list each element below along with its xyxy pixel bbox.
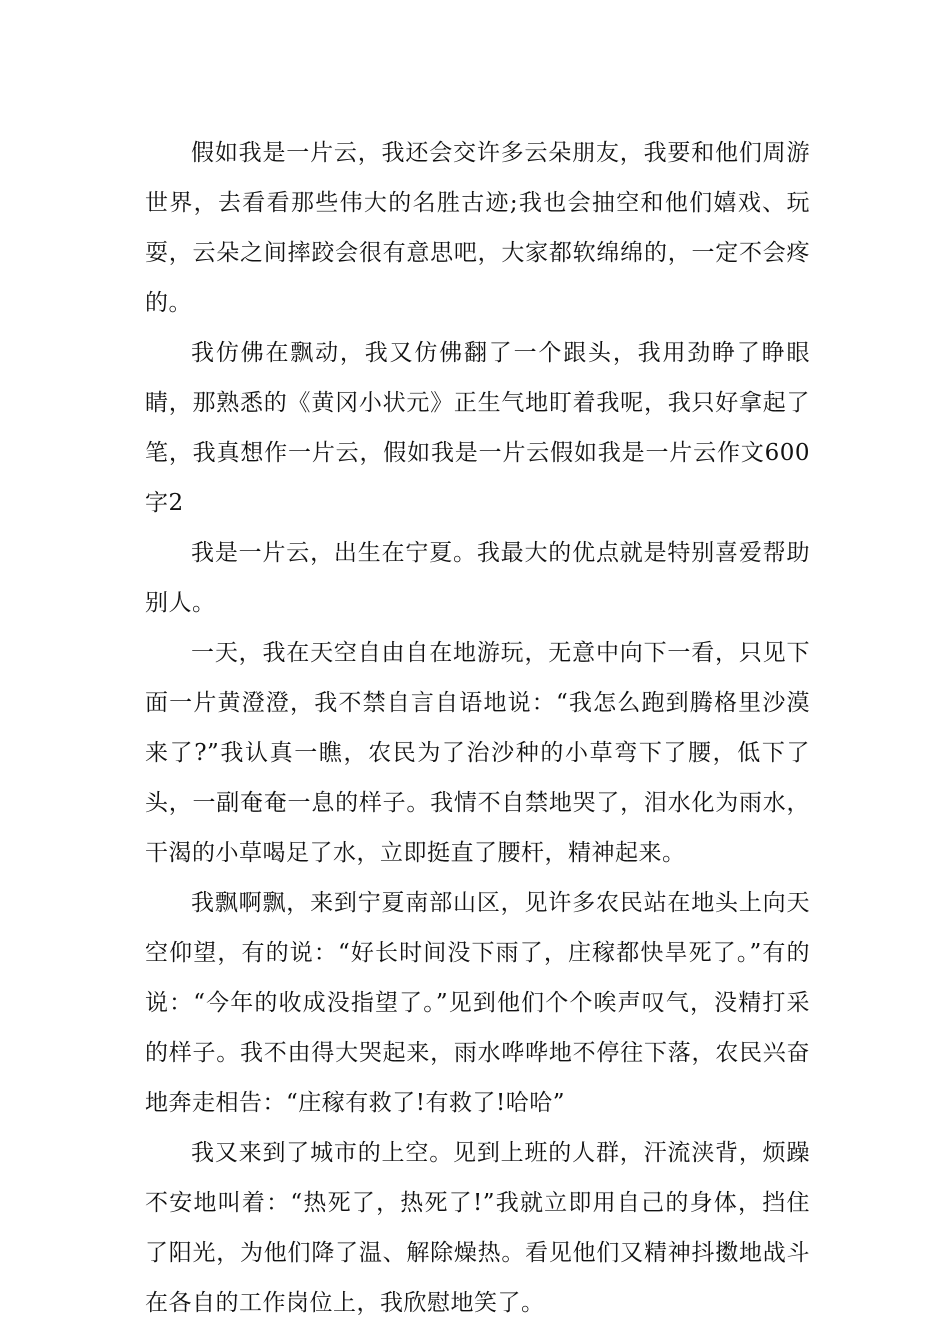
document-body	[145, 128, 810, 1328]
paragraph-4: 一天，我在天空自由自在地游玩，无意中向下一看，只见下面一片黄澄澄，我不禁自言自语地说：“我怎么跑到腾格里沙漠来了?”我认真一瞧，农民为了治沙种的小草弯下了腰，低下了头，一副奄奄一息的样子。我情不自禁地哭了，泪水化为雨水，干渴的小草喝足了水，立即挺直了腰杆，精神起来。	[145, 640, 810, 866]
paragraph-2: 我仿佛在飘动，我又仿佛翻了一个跟头，我用劲睁了睁眼睛，那熟悉的《黄冈小状元》正生气地盯着我呢，我只好拿起了笔，我真想作一片云，假如我是一片云假如我是一片云作文600字2	[145, 340, 810, 516]
paragraph-1: 假如我是一片云，我还会交许多云朵朋友，我要和他们周游世界，去看看那些伟大的名胜古迹;我也会抽空和他们嬉戏、玩耍，云朵之间摔跤会很有意思吧，大家都软绵绵的，一定不会疼的。	[145, 140, 810, 316]
paragraph-3: 我是一片云，出生在宁夏。我最大的优点就是特别喜爱帮助别人。	[145, 540, 810, 616]
paragraph-5: 我飘啊飘，来到宁夏南部山区，见许多农民站在地头上向天空仰望，有的说：“好长时间没下雨了，庄稼都快旱死了。”有的说：“今年的收成没指望了。”见到他们个个唉声叹气，没精打采的样子。我不由得大哭起来，雨水哗哗地不停往下落，农民兴奋地奔走相告：“庄稼有救了!有救了!哈哈”	[145, 890, 810, 1116]
paragraph-6: 我又来到了城市的上空。见到上班的人群，汗流浃背，烦躁不安地叫着：“热死了，热死了!”我就立即用自己的身体，挡住了阳光，为他们降了温、解除燥热。看见他们又精神抖擞地战斗在各自的工作岗位上，我欣慰地笑了。	[145, 1140, 810, 1316]
